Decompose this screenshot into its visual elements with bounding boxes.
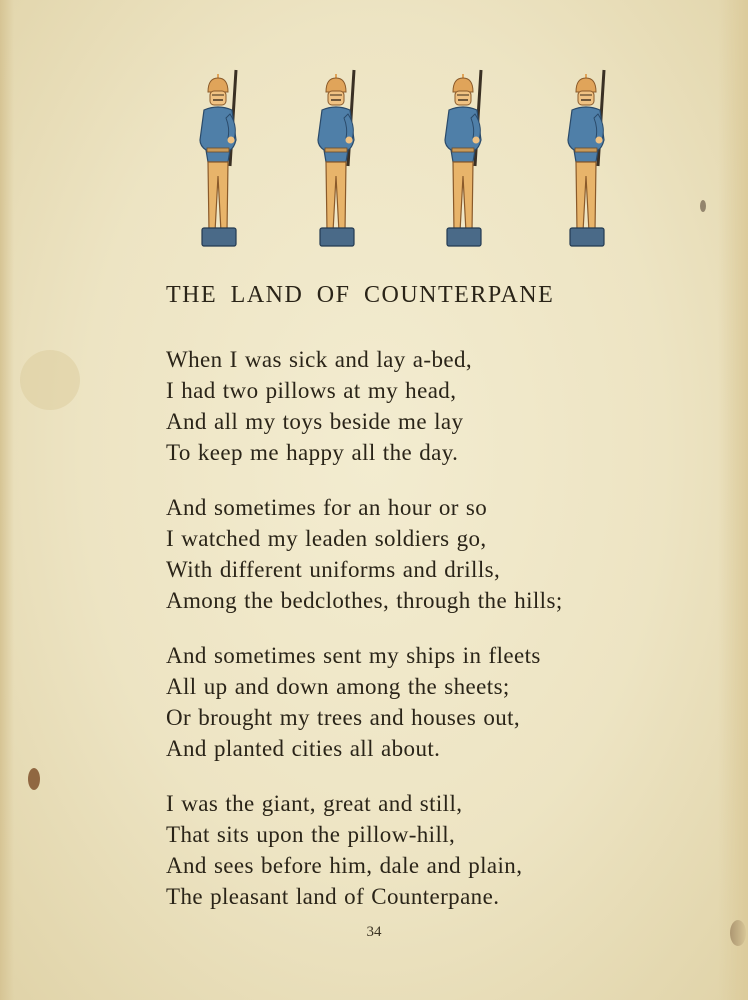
poem-line: Among the bedclothes, through the hills; [166, 588, 563, 613]
paper-stain [700, 200, 706, 212]
poem-line: And sees before him, dale and plain, [166, 853, 523, 878]
poem-line: Or brought my trees and houses out, [166, 705, 521, 730]
toy-soldiers-illustration [180, 66, 620, 256]
poem-body [166, 344, 666, 936]
poem-line: That sits upon the pillow-hill, [166, 822, 456, 847]
stanza [166, 492, 666, 616]
poem-line: And sometimes for an hour or so [166, 495, 488, 520]
poem-line: I was the giant, great and still, [166, 791, 463, 816]
poem-line: And sometimes sent my ships in fleets [166, 643, 541, 668]
stanza [166, 344, 666, 468]
paper-stain [730, 920, 746, 946]
poem-line: All up and down among the sheets; [166, 674, 510, 699]
poem-line: With different uniforms and drills, [166, 557, 501, 582]
poem-title: THE LAND OF COUNTERPANE [166, 282, 555, 308]
poem-line: I watched my leaden soldiers go, [166, 526, 487, 551]
paper-stain [28, 768, 40, 790]
toy-soldier-icon [435, 66, 505, 256]
poem-line: The pleasant land of Counterpane. [166, 884, 500, 909]
poem-line: And planted cities all about. [166, 736, 441, 761]
poem-line: And all my toys beside me lay [166, 409, 464, 434]
toy-soldier-icon [558, 66, 628, 256]
toy-soldier-icon [190, 66, 260, 256]
poem-line: I had two pillows at my head, [166, 378, 457, 403]
stanza [166, 788, 666, 912]
page-number: 34 [366, 924, 382, 940]
poem-line: When I was sick and lay a-bed, [166, 347, 473, 372]
poem-line: To keep me happy all the day. [166, 440, 459, 465]
toy-soldier-icon [308, 66, 378, 256]
paper-stain [20, 350, 80, 410]
stanza [166, 640, 666, 764]
